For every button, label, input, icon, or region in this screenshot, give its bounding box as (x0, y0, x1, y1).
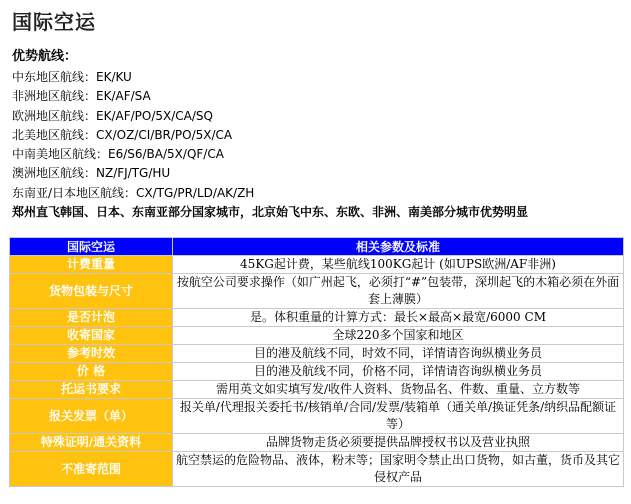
row-value-special-docs: 品牌货物走货必须要提供品牌授权书以及营业执照 (173, 434, 624, 452)
advantage-routes-section (12, 48, 622, 222)
table-row (10, 309, 624, 327)
route-southeast-asia-japan: 东南亚/日本地区航线：CX/TG/PR/LD/AK/ZH (12, 185, 255, 200)
row-label-transit-time: 参考时效 (10, 345, 173, 363)
row-label-consignment: 托运书要求 (10, 381, 173, 399)
page-title: 国际空运 (12, 10, 96, 34)
air-freight-params-table (9, 237, 624, 487)
row-label-prohibited: 不准寄范围 (10, 452, 173, 487)
table-row (10, 434, 624, 452)
route-europe: 欧洲地区航线：EK/AF/PO/5X/CA/SQ (12, 108, 213, 123)
table-header-params: 相关参数及标准 (173, 238, 624, 256)
route-latin-america: 中南美地区航线：E6/S6/BA/5X/QF/CA (12, 147, 224, 162)
row-value-prohibited: 航空禁运的危险物品、液体，粉末等；国家明令禁止出口货物，如古董，货币及其它侵权产品 (173, 452, 624, 487)
row-label-customs-invoice: 报关发票（单） (10, 399, 173, 434)
row-value-packaging: 按航空公司要求操作（如广州起飞，必须打“#”包装带，深圳起飞的木箱必须在外面套上薄膜） (173, 274, 624, 309)
route-north-america: 北美地区航线：CX/OZ/CI/BR/PO/5X/CA (12, 127, 233, 142)
row-value-volumetric: 是。体积重量的计算方式：最长×最高×最宽/6000 CM (173, 309, 624, 327)
route-oceania: 澳洲地区航线：NZ/FJ/TG/HU (12, 166, 171, 181)
row-label-volumetric: 是否计泡 (10, 309, 173, 327)
table-header-row (10, 238, 624, 256)
row-value-price: 目的港及航线不同，价格不同，详情请咨询纵横业务员 (173, 363, 624, 381)
row-label-price: 价 格 (10, 363, 173, 381)
table-row (10, 399, 624, 434)
row-label-special-docs: 特殊证明/通关资料 (10, 434, 173, 452)
table-row (10, 363, 624, 381)
table-row (10, 256, 624, 274)
row-label-countries: 收寄国家 (10, 327, 173, 345)
row-value-countries: 全球220多个国家和地区 (173, 327, 624, 345)
table-row (10, 452, 624, 487)
row-value-consignment: 需用英文如实填写发/收件人资料、货物品名、件数、重量、立方数等 (173, 381, 624, 399)
table-row (10, 327, 624, 345)
table-header-service: 国际空运 (10, 238, 173, 256)
advantage-summary: 郑州直飞韩国、日本、东南亚部分国家城市，北京始飞中东、东欧、非洲、南美部分城市优势明显 (12, 205, 529, 220)
row-value-chargeable-weight: 45KG起计费，某些航线100KG起计 (如UPS欧洲/AF非洲) (173, 256, 624, 274)
row-value-customs-invoice: 报关单/代理报关委托书/核销单/合同/发票/装箱单（通关单/换证凭条/纳织品配额证等） (173, 399, 624, 434)
table-row (10, 345, 624, 363)
route-africa: 非洲地区航线：EK/AF/SA (12, 89, 151, 104)
row-value-transit-time: 目的港及航线不同，时效不同，详情请咨询纵横业务员 (173, 345, 624, 363)
table-row (10, 381, 624, 399)
advantage-heading: 优势航线： (12, 49, 78, 64)
table-row (10, 274, 624, 309)
row-label-packaging: 货物包装与尺寸 (10, 274, 173, 309)
row-label-chargeable-weight: 计费重量 (10, 256, 173, 274)
route-middle-east: 中东地区航线：EK/KU (12, 70, 132, 84)
